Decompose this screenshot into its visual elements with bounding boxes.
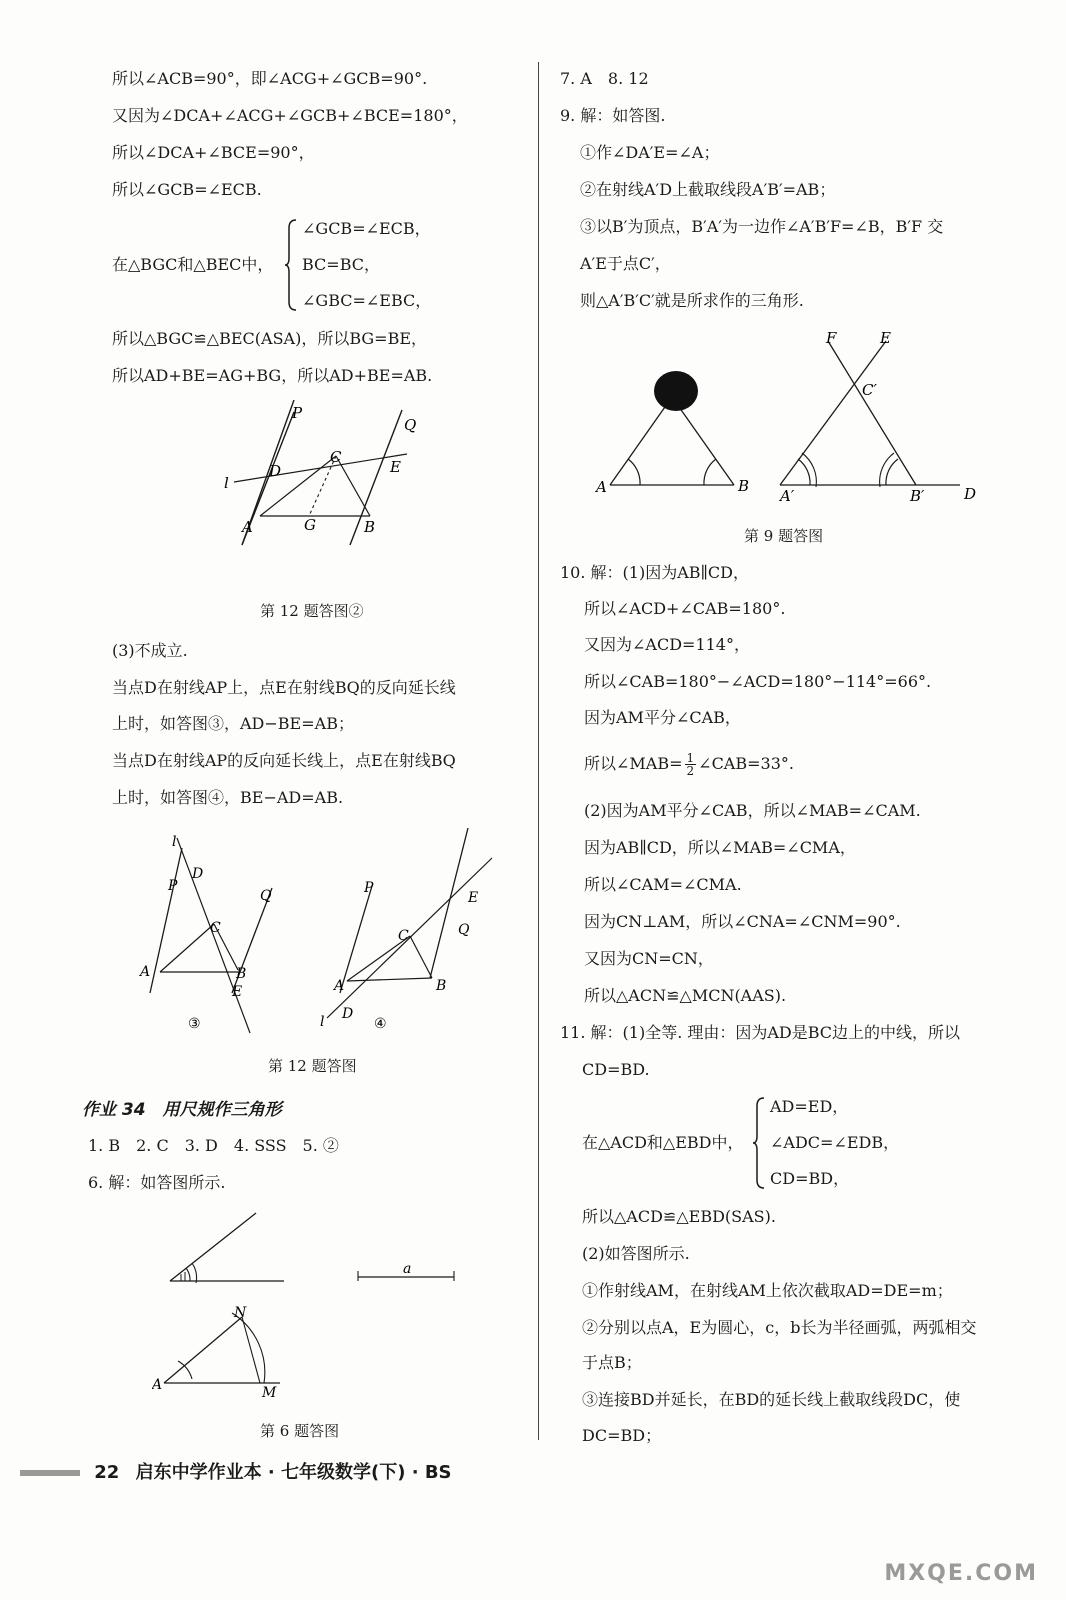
- text-line: 6. 解：如答图所示.: [88, 1173, 226, 1192]
- system-line: ∠GBC=∠EBC，: [302, 291, 432, 310]
- text-line: 则△A′B′C′就是所求作的三角形.: [580, 291, 804, 310]
- point-label: B: [738, 477, 750, 495]
- figure-9: [590, 325, 1020, 505]
- text-line: DC=BD；: [582, 1426, 662, 1445]
- text-line: (3)不成立.: [112, 641, 188, 660]
- point-label: E: [468, 890, 479, 906]
- text-line: (2)如答图所示.: [582, 1244, 690, 1263]
- point-label: B: [236, 966, 247, 982]
- text-part: 所以∠MAB=: [584, 754, 683, 773]
- point-label: E: [390, 458, 401, 476]
- text-line: 当点D在射线AP的反向延长线上，点E在射线BQ: [112, 751, 456, 770]
- text-line: CD=BD.: [582, 1060, 650, 1079]
- answer-line: 7. A 8. 12: [560, 69, 649, 88]
- text-line: 因为CN⊥AM，所以∠CNA=∠CNM=90°.: [584, 912, 901, 931]
- point-label: D: [342, 1006, 354, 1022]
- point-label: D: [192, 866, 204, 882]
- point-label: Q: [404, 416, 417, 434]
- text-line: 所以∠CAB=180°−∠ACD=180°−114°=66°.: [584, 672, 932, 691]
- point-label: N: [234, 1305, 247, 1321]
- point-label: A: [152, 1377, 163, 1393]
- point-label: P: [292, 404, 303, 422]
- text-line: 所以∠DCA+∠BCE=90°，: [112, 143, 315, 162]
- point-label: D: [964, 485, 977, 503]
- figure-6: [152, 1205, 482, 1405]
- segment-label: a: [403, 1261, 412, 1277]
- text-line: 又因为∠DCA+∠ACG+∠GCB+∠BCE=180°，: [112, 106, 468, 125]
- point-label: l: [172, 834, 177, 850]
- figure-caption: 第 9 题答图: [744, 527, 824, 545]
- point-label: A: [140, 964, 151, 980]
- system-line: CD=BD，: [770, 1169, 850, 1188]
- system-line: AD=ED，: [770, 1097, 849, 1116]
- figure-12-3-4: [132, 828, 532, 1038]
- point-label: C: [210, 920, 221, 936]
- text-line: 11. 解：(1)全等. 理由：因为AD是BC边上的中线，所以: [560, 1023, 961, 1042]
- point-label: C: [398, 928, 409, 944]
- brace-icon: [752, 1096, 766, 1190]
- watermark: MXQE.COM: [884, 1561, 1038, 1586]
- page-footer: [94, 1458, 452, 1484]
- point-label: G: [304, 516, 316, 534]
- text-line: 又因为CN=CN，: [584, 949, 714, 968]
- fraction-numerator: 1: [686, 751, 695, 765]
- text-line: 所以∠CAM=∠CMA.: [584, 875, 742, 894]
- system-line: ∠ADC=∠EDB，: [770, 1133, 900, 1152]
- text-line: 于点B；: [582, 1353, 642, 1372]
- point-label: A: [334, 978, 345, 994]
- point-label: l: [224, 474, 229, 492]
- column-divider: [538, 62, 539, 1440]
- system-line: ∠GCB=∠ECB，: [302, 219, 431, 238]
- answer-line: 1. B 2. C 3. D 4. SSS 5. ②: [88, 1136, 339, 1155]
- text-line: 所以AD+BE=AG+BG，所以AD+BE=AB.: [112, 366, 433, 385]
- text-line: 上时，如答图④，BE−AD=AB.: [112, 788, 344, 807]
- figure-number: ③: [188, 1016, 201, 1032]
- point-label: P: [364, 880, 374, 896]
- figure-number: ④: [374, 1016, 387, 1032]
- text-line: 因为AM平分∠CAB，: [584, 708, 741, 727]
- point-label: B: [364, 518, 376, 536]
- figure-caption: 第 6 题答图: [260, 1422, 340, 1440]
- text-line: 所以∠ACB=90°，即∠ACG+∠GCB=90°.: [112, 69, 428, 88]
- text-line: (2)因为AM平分∠CAB，所以∠MAB=∠CAM.: [584, 801, 921, 820]
- point-label: E: [880, 329, 891, 347]
- text-line: 9. 解：如答图.: [560, 106, 666, 125]
- text-line: 上时，如答图③，AD−BE=AB；: [112, 714, 354, 733]
- page-number: 22: [94, 1462, 120, 1483]
- text-line: ②分别以点A，E为圆心，c，b长为半径画弧，两弧相交: [582, 1318, 977, 1337]
- point-label: B: [436, 978, 447, 994]
- text-line: ③连接BD并延长，在BD的延长线上截取线段DC，使: [582, 1390, 961, 1409]
- text-line: 又因为∠ACD=114°，: [584, 635, 750, 654]
- fraction: [685, 752, 697, 777]
- figure-caption: 第 12 题答图②: [260, 602, 364, 620]
- ink-blot: [654, 371, 698, 411]
- point-label: D: [269, 462, 282, 480]
- point-label: A: [596, 478, 607, 496]
- text-line: ②在射线A′D上截取线段A′B′=AB；: [580, 180, 836, 199]
- text-line: 所以△ACD≌△EBD(SAS).: [582, 1207, 776, 1226]
- text-line: 所以∠ACD+∠CAB=180°.: [584, 599, 786, 618]
- footer-bar: [20, 1470, 80, 1476]
- text-line: 所以△ACN≌△MCN(AAS).: [584, 986, 787, 1005]
- point-label: Q: [260, 888, 272, 904]
- section-title: 作业 34 用尺规作三角形: [82, 1100, 282, 1120]
- text-line: 当点D在射线AP上，点E在射线BQ的反向延长线: [112, 678, 456, 697]
- fraction-denominator: 2: [686, 764, 695, 778]
- point-label: F: [826, 329, 837, 347]
- text-line: 10. 解：(1)因为AB∥CD，: [560, 563, 749, 582]
- point-label: P: [168, 878, 178, 894]
- text-part: ∠CAB=33°.: [698, 754, 794, 773]
- text-line: 因为AB∥CD，所以∠MAB=∠CMA，: [584, 838, 856, 857]
- text-line: ①作射线AM，在射线AM上依次截取AD=DE=m；: [582, 1281, 953, 1300]
- point-label: M: [262, 1385, 277, 1401]
- text-line: ①作∠DA′E=∠A；: [580, 143, 720, 162]
- point-label: B′: [910, 487, 925, 505]
- point-label: A: [242, 518, 253, 536]
- point-label: A′: [780, 487, 795, 505]
- system-prefix: 在△ACD和△EBD中，: [582, 1133, 744, 1152]
- point-label: C′: [862, 381, 877, 399]
- system-line: BC=BC，: [302, 255, 381, 274]
- text-line: A′E于点C′，: [580, 254, 671, 273]
- text-line: [584, 752, 794, 777]
- text-line: ③以B′为顶点，B′A′为一边作∠A′B′F=∠B，B′F 交: [580, 217, 944, 236]
- point-label: E: [232, 984, 243, 1000]
- figure-caption: 第 12 题答图: [268, 1057, 357, 1075]
- text-line: 所以△BGC≌△BEC(ASA)，所以BG=BE，: [112, 329, 428, 348]
- system-prefix: 在△BGC和△BEC中，: [112, 255, 274, 274]
- point-label: Q: [458, 922, 470, 938]
- figure-12-2: [212, 400, 532, 550]
- text-line: 所以∠GCB=∠ECB.: [112, 180, 262, 199]
- book-title: 启东中学作业本 · 七年级数学(下) · BS: [135, 1462, 452, 1483]
- point-label: l: [320, 1014, 325, 1030]
- brace-icon: [284, 218, 298, 312]
- point-label: C: [330, 448, 342, 466]
